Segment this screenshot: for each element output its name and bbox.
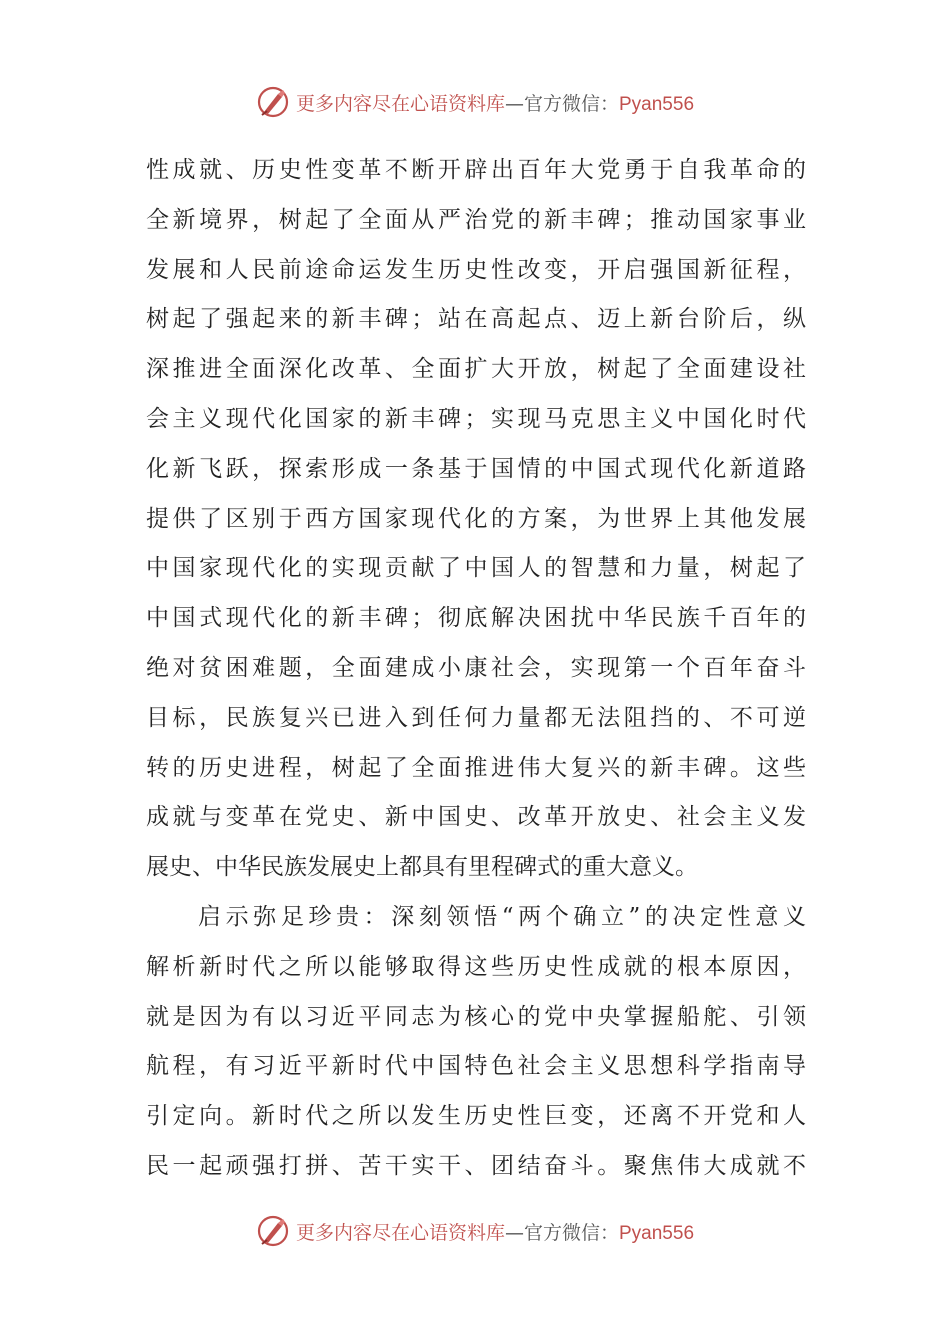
body-line: 转的历史进程，树起了全面推进伟大复兴的新丰碑。这些 <box>146 754 806 781</box>
body-line: 成就与变革在党史、新中国史、改革开放史、社会主义发 <box>146 804 806 831</box>
header-account: Pyan556 <box>619 93 695 115</box>
body-line: 绝对贫困难题，全面建成小康社会，实现第一个百年奋斗 <box>146 654 806 681</box>
body-line: 航程，有习近平新时代中国特色社会主义思想科学指南导 <box>146 1053 806 1080</box>
body-line: 全新境界，树起了全面从严治党的新丰碑；推动国家事业 <box>146 206 806 233</box>
body-line: 展史、中华民族发展史上都具有里程碑式的重大意义。 <box>146 854 698 881</box>
header-main-text: 更多内容尽在心语资料库 <box>295 92 505 115</box>
footer-banner <box>0 1211 950 1251</box>
quill-pen-logo-icon <box>256 85 290 119</box>
body-line: 中国式现代化的新丰碑；彻底解决困扰中华民族千百年的 <box>146 605 806 632</box>
header-banner-text <box>296 89 694 116</box>
document-body <box>146 146 806 1192</box>
footer-main-text: 更多内容尽在心语资料库 <box>295 1221 505 1244</box>
header-sub-text: —官方微信： <box>504 92 619 115</box>
body-line: 民一起顽强打拼、苦干实干、团结奋斗。聚焦伟大成就不 <box>146 1152 806 1179</box>
footer-account: Pyan556 <box>619 1222 695 1244</box>
footer-banner-text <box>296 1218 694 1245</box>
header-banner <box>0 82 950 122</box>
footer-sub-text: —官方微信： <box>504 1221 619 1244</box>
body-line: 就是因为有以习近平同志为核心的党中央掌握船舵、引领 <box>146 1003 806 1030</box>
body-line: 启示弥足珍贵：深刻领悟“两个确立”的决定性意义 <box>198 903 806 930</box>
quill-pen-logo-icon <box>256 1214 290 1248</box>
body-line: 解析新时代之所以能够取得这些历史性成就的根本原因， <box>146 953 806 980</box>
body-line: 发展和人民前途命运发生历史性改变，开启强国新征程， <box>146 256 806 283</box>
body-line: 提供了区别于西方国家现代化的方案，为世界上其他发展 <box>146 505 806 532</box>
body-line: 化新飞跃，探索形成一条基于国情的中国式现代化新道路 <box>146 455 806 482</box>
body-line: 深推进全面深化改革、全面扩大开放，树起了全面建设社 <box>146 356 806 383</box>
body-line: 目标，民族复兴已进入到任何力量都无法阻挡的、不可逆 <box>146 704 806 731</box>
body-line: 树起了强起来的新丰碑；站在高起点、迈上新台阶后，纵 <box>146 306 806 333</box>
body-line: 会主义现代化国家的新丰碑；实现马克思主义中国化时代 <box>146 405 806 432</box>
body-line: 引定向。新时代之所以发生历史性巨变，还离不开党和人 <box>146 1103 806 1130</box>
body-line: 中国家现代化的实现贡献了中国人的智慧和力量，树起了 <box>146 555 806 582</box>
body-line: 性成就、历史性变革不断开辟出百年大党勇于自我革命的 <box>146 157 806 183</box>
